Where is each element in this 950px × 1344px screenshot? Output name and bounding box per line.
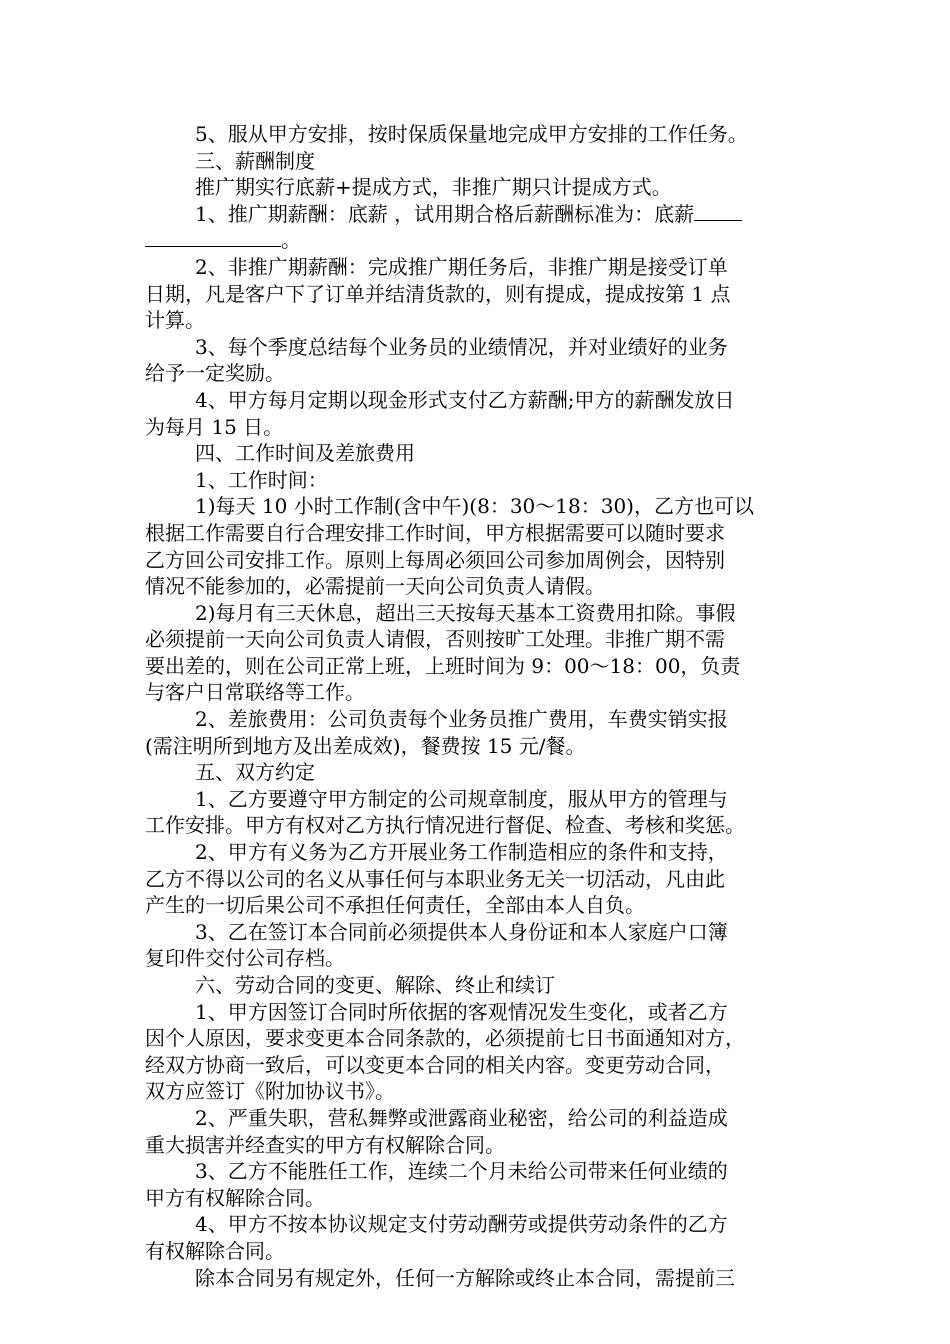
text-line: 因个人原因，要求变更本合同条款的，必须提前七日书面通知对方， xyxy=(145,1026,745,1051)
text-line: 要出差的，则在公司正常上班，上班时间为 9：00～18：00，负责 xyxy=(145,653,741,678)
text-line: (需注明所到地方及出差成效)，餐费按 15 元/餐。 xyxy=(145,733,586,758)
text-line: 有权解除合同。 xyxy=(145,1238,285,1263)
text-line: 2、严重失职，营私舞弊或泄露商业秘密，给公司的利益造成 xyxy=(195,1105,728,1130)
text-line: 必须提前一天向公司负责人请假，否则按旷工处理。非推广期不需 xyxy=(145,627,725,652)
text-line: 5、服从甲方安排，按时保质保量地完成甲方安排的工作任务。 xyxy=(195,122,748,146)
text-line: 重大损害并经查实的甲方有权解除合同。 xyxy=(145,1132,505,1157)
text-segment: 1、推广期薪酬：底薪 ，试用期合格后薪酬标准为：底薪 xyxy=(195,201,695,226)
text-line: 情况不能参加的，必需提前一天向公司负责人请假。 xyxy=(145,574,605,599)
text-line: 1、工作时间： xyxy=(195,467,328,492)
document-page xyxy=(145,121,807,1291)
text-line: 1、乙方要遵守甲方制定的公司规章制度，服从甲方的管理与 xyxy=(195,786,728,811)
text-line: 根据工作需要自行合理安排工作时间，甲方根据需要可以随时要求 xyxy=(145,520,725,545)
text-line: 计算。 xyxy=(145,308,205,333)
text-line: 2、差旅费用：公司负责每个业务员推广费用，车费实销实报 xyxy=(195,707,728,732)
text-line: 1、甲方因签订合同时所依据的客观情况发生变化，或者乙方 xyxy=(195,999,728,1024)
text-line: 除本合同另有规定外，任何一方解除或终止本合同，需提前三 xyxy=(195,1265,735,1290)
text-line: 2、非推广期薪酬：完成推广期任务后，非推广期是接受订单 xyxy=(195,254,728,279)
blank-underline xyxy=(145,228,281,247)
text-line: 工作安排。甲方有权对乙方执行情况进行督促、检查、考核和奖惩。 xyxy=(145,813,745,838)
text-line: 3、乙方不能胜任工作，连续二个月未给公司带来任何业绩的 xyxy=(195,1159,728,1184)
text-line xyxy=(145,227,807,254)
text-line xyxy=(145,201,807,228)
text-line: 复印件交付公司存档。 xyxy=(145,946,345,971)
text-line: 乙方不得以公司的名义从事任何与本职业务无关一切活动，凡由此 xyxy=(145,866,725,891)
text-line: 3、每个季度总结每个业务员的业绩情况，并对业绩好的业务 xyxy=(195,334,728,359)
section-heading: 四、工作时间及差旅费用 xyxy=(195,441,415,466)
section-heading: 三、薪酬制度 xyxy=(195,148,315,173)
text-line: 给予一定奖励。 xyxy=(145,361,285,386)
text-segment: 。 xyxy=(281,228,301,253)
text-line: 1)每天 10 小时工作制(含中午)(8：30～18：30)，乙方也可以 xyxy=(195,494,754,519)
text-line: 产生的一切后果公司不承担任何责任，全部由本人自负。 xyxy=(145,893,645,918)
text-line: 经双方协商一致后，可以变更本合同的相关内容。变更劳动合同， xyxy=(145,1052,725,1077)
text-line: 推广期实行底薪+提成方式，非推广期只计提成方式。 xyxy=(195,175,672,200)
text-line: 日期，凡是客户下了订单并结清货款的，则有提成，提成按第 1 点 xyxy=(145,281,731,306)
text-line: 3、乙在签订本合同前必须提供本人身份证和本人家庭户口簿 xyxy=(195,919,728,944)
section-heading: 六、劳动合同的变更、解除、终止和续订 xyxy=(195,973,555,997)
text-line: 4、甲方每月定期以现金形式支付乙方薪酬;甲方的薪酬发放日 xyxy=(195,387,735,412)
text-line: 2、甲方有义务为乙方开展业务工作制造相应的条件和支持， xyxy=(195,840,728,865)
section-heading: 五、双方约定 xyxy=(195,760,315,785)
blank-underline xyxy=(694,202,742,221)
text-line: 乙方回公司安排工作。原则上每周必须回公司参加周例会，因特别 xyxy=(145,547,725,572)
text-line: 与客户日常联络等工作。 xyxy=(145,680,365,705)
text-line: 双方应签订《附加协议书》。 xyxy=(145,1079,395,1104)
text-line: 4、甲方不按本协议规定支付劳动酬劳或提供劳动条件的乙方 xyxy=(195,1212,728,1237)
text-line: 2)每月有三天休息，超出三天按每天基本工资费用扣除。事假 xyxy=(195,600,736,625)
text-line: 为每月 15 日。 xyxy=(145,414,284,439)
text-line: 甲方有权解除合同。 xyxy=(145,1185,325,1210)
